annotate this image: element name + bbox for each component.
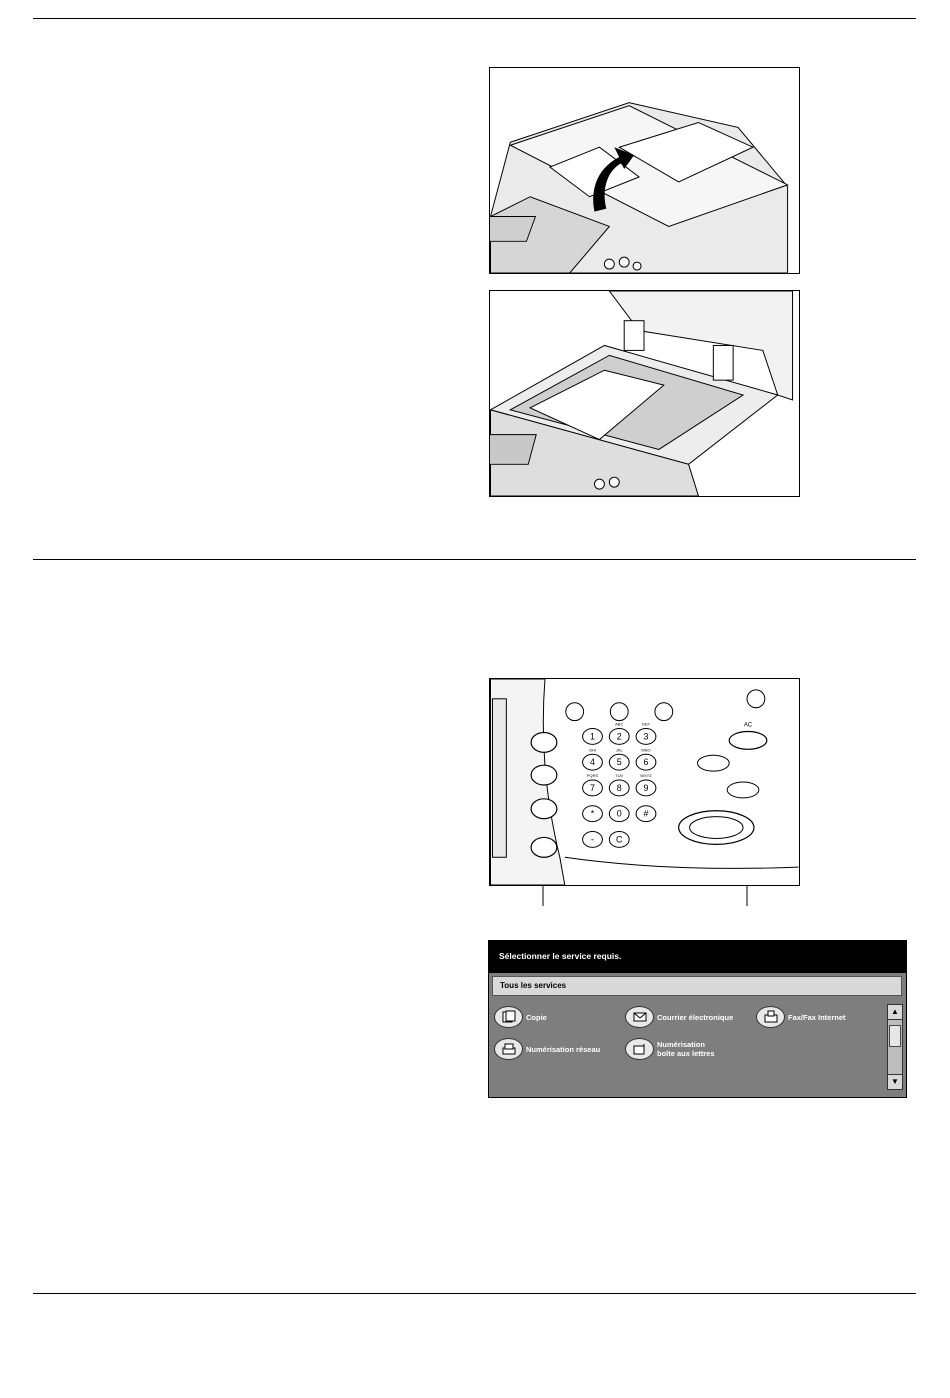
keypad-key xyxy=(609,754,629,770)
keypad-key xyxy=(609,832,629,848)
service-label-line2: boîte aux lettres xyxy=(657,1049,715,1058)
keypad-key-label: 3 xyxy=(643,731,649,742)
fax-icon xyxy=(756,1006,785,1028)
keypad-key xyxy=(636,729,656,745)
keypad-key-label: 0 xyxy=(616,808,622,819)
scrollbar[interactable] xyxy=(887,1004,903,1090)
service-label: Copie xyxy=(526,1012,547,1022)
service-label: Courrier électronique xyxy=(657,1012,734,1022)
keypad-letters: JKL xyxy=(615,747,623,753)
keypad-key-label: 9 xyxy=(643,782,649,793)
keypad-key-label: # xyxy=(643,808,649,819)
keypad-key-label: 2 xyxy=(616,731,622,742)
keypad-key-label: - xyxy=(591,834,594,845)
mode-button xyxy=(531,732,557,752)
control-panel-illustration xyxy=(489,678,800,886)
keypad-key-label: 8 xyxy=(616,782,622,793)
keypad-key-label: 6 xyxy=(643,757,649,768)
keypad-key-label: 1 xyxy=(590,731,595,742)
mode-button xyxy=(531,799,557,819)
keypad-key xyxy=(583,754,603,770)
keypad-key-label: C xyxy=(616,834,623,845)
keypad-key xyxy=(583,806,603,822)
callout-lines xyxy=(489,886,800,908)
scroll-down-button[interactable]: ▼ xyxy=(888,1074,902,1089)
keypad-key xyxy=(636,806,656,822)
screen-title: Sélectionner le service requis. xyxy=(489,941,906,973)
keypad-key xyxy=(609,806,629,822)
middle-rule xyxy=(33,559,916,560)
service-label-line1: Numérisation xyxy=(657,1040,705,1049)
keypad-letters: PQRS xyxy=(586,773,599,779)
bottom-rule xyxy=(33,1293,916,1294)
copy-icon xyxy=(494,1006,523,1028)
tab-all-services[interactable]: Tous les services xyxy=(492,976,902,996)
keypad-key xyxy=(609,729,629,745)
keypad-key xyxy=(583,780,603,796)
service-email-button[interactable] xyxy=(625,1006,733,1028)
keypad-key-label: * xyxy=(590,808,595,819)
keypad-key xyxy=(609,780,629,796)
mode-button xyxy=(531,837,557,857)
keypad-key-label: 7 xyxy=(590,782,595,793)
keypad-letters: GHI xyxy=(588,747,597,753)
service-network-scan-button[interactable] xyxy=(494,1038,600,1060)
scroll-up-button[interactable]: ▲ xyxy=(888,1005,902,1020)
keypad-letters: TUV xyxy=(615,773,624,779)
keypad-letters: DEF xyxy=(642,721,650,727)
service-label: Numérisation réseau xyxy=(526,1044,601,1054)
top-rule xyxy=(33,18,916,19)
network-scan-icon xyxy=(494,1038,523,1060)
scroll-thumb[interactable] xyxy=(889,1025,901,1047)
keypad-letters: WXYZ xyxy=(640,773,652,779)
touchscreen-display xyxy=(488,940,907,1098)
keypad-letters: ABC xyxy=(615,721,624,727)
keypad-key-label: 4 xyxy=(590,757,595,768)
keypad-key xyxy=(636,754,656,770)
service-copy-button[interactable] xyxy=(494,1006,547,1028)
service-label: Fax/Fax Internet xyxy=(788,1012,846,1022)
service-mailbox-scan-button[interactable] xyxy=(625,1038,715,1060)
document-feeder-illustration xyxy=(489,67,800,274)
email-icon xyxy=(625,1006,654,1028)
document-glass-illustration xyxy=(489,290,800,497)
mode-button xyxy=(531,765,557,785)
ac-button xyxy=(729,731,767,749)
keypad-letters: MNO xyxy=(641,747,651,753)
keypad-key xyxy=(636,780,656,796)
keypad-key xyxy=(583,832,603,848)
keypad-key xyxy=(583,729,603,745)
svg-text:AC: AC xyxy=(743,722,753,729)
mailbox-scan-icon xyxy=(625,1038,654,1060)
service-fax-button[interactable] xyxy=(756,1006,846,1028)
keypad-key-label: 5 xyxy=(616,757,622,768)
service-label xyxy=(657,1040,715,1058)
